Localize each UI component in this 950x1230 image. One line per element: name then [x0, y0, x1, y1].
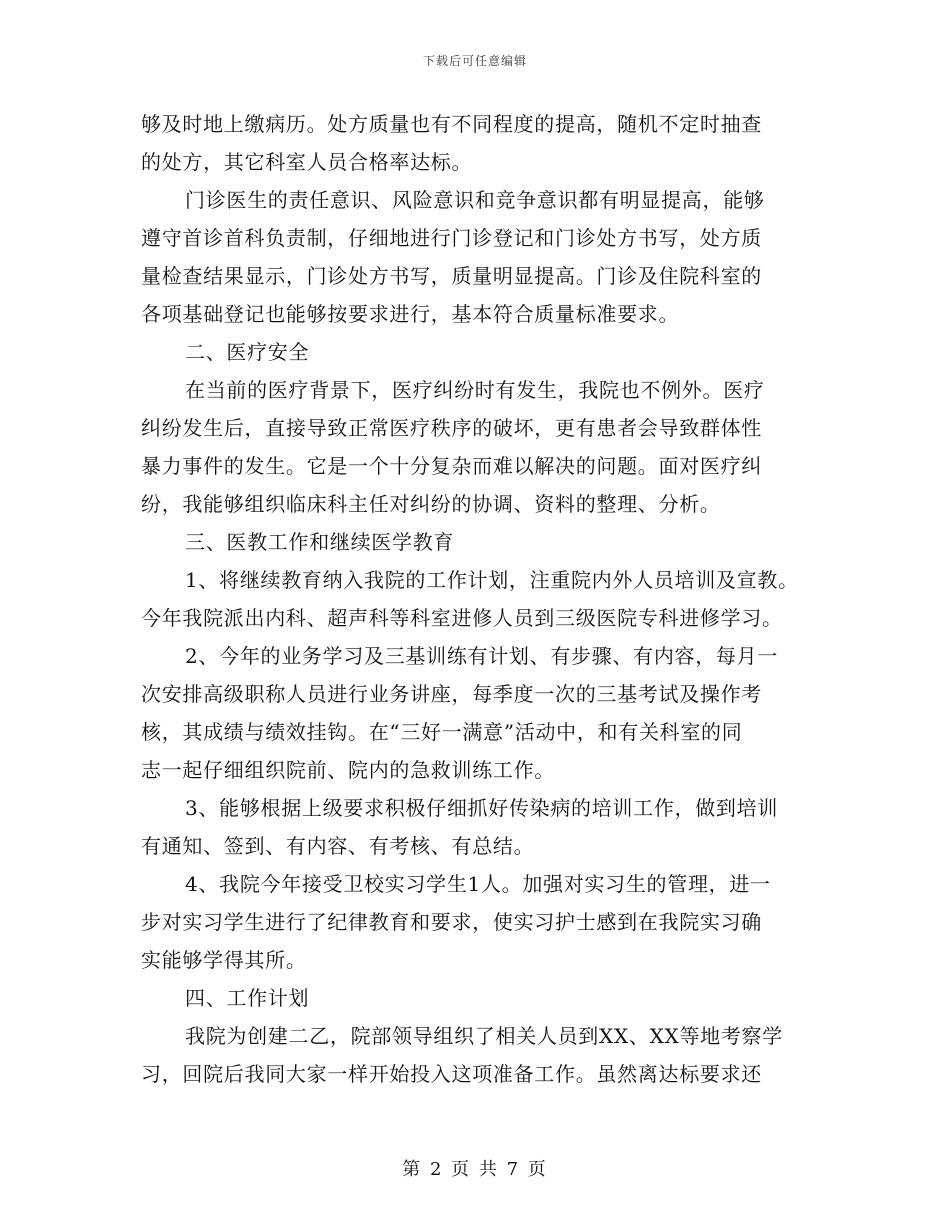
body-line: 2、今年的业务学习及三基训练有计划、有步骤、有内容，每月一 — [185, 644, 779, 668]
document-body — [141, 105, 821, 1093]
body-line: 次安排高级职称人员进行业务讲座，每季度一次的三基考试及操作考 — [141, 682, 762, 706]
body-line: 的处方，其它科室人员合格率达标。 — [141, 150, 473, 174]
page-header-note: 下载后可任意编辑 — [422, 54, 527, 68]
body-line: 暴力事件的发生。它是一个十分复杂而难以解决的问题。面对医疗纠 — [141, 454, 762, 478]
body-line: 1、将继续教育纳入我院的工作计划，注重院内外人员培训及宣教。 — [185, 568, 799, 592]
section-heading: 四、工作计划 — [185, 986, 310, 1010]
body-line: 志一起仔细组织院前、院内的急救训练工作。 — [141, 758, 555, 782]
body-line: 在当前的医疗背景下，医疗纠纷时有发生，我院也不例外。医疗 — [185, 378, 765, 402]
body-line: 量检查结果显示，门诊处方书写，质量明显提高。门诊及住院科室的 — [141, 264, 762, 288]
body-line: 习，回院后我同大家一样开始投入这项准备工作。虽然离达标要求还 — [141, 1062, 762, 1086]
body-line: 4、我院今年接受卫校实习学生1人。加强对实习生的管理，进一 — [185, 872, 771, 896]
body-line: 纷，我能够组织临床科主任对纠纷的协调、资料的整理、分析。 — [141, 492, 721, 516]
section-heading: 三、医教工作和继续医学教育 — [185, 530, 455, 554]
body-line: 核，其成绩与绩效挂钩。在“三好一满意”活动中，和有关科室的同 — [141, 720, 743, 744]
page-number-footer: 第 2 页 共 7 页 — [402, 1159, 548, 1180]
section-heading: 二、医疗安全 — [185, 340, 310, 364]
body-line: 遵守首诊首科负责制，仔细地进行门诊登记和门诊处方书写，处方质 — [141, 226, 762, 250]
body-line: 够及时地上缴病历。处方质量也有不同程度的提高，随机不定时抽查 — [141, 112, 762, 136]
body-line: 门诊医生的责任意识、风险意识和竞争意识都有明显提高，能够 — [185, 188, 765, 212]
body-line: 有通知、签到、有内容、有考核、有总结。 — [141, 834, 535, 858]
body-line: 纠纷发生后，直接导致正常医疗秩序的破坏，更有患者会导致群体性 — [141, 416, 762, 440]
body-line: 今年我院派出内科、超声科等科室进修人员到三级医院专科进修学习。 — [141, 606, 783, 630]
body-line: 步对实习学生进行了纪律教育和要求，使实习护士感到在我院实习确 — [141, 910, 762, 934]
body-line: 实能够学得其所。 — [141, 948, 307, 972]
body-line: 3、能够根据上级要求积极仔细抓好传染病的培训工作，做到培训 — [185, 796, 779, 820]
body-line: 各项基础登记也能够按要求进行，基本符合质量标准要求。 — [141, 302, 680, 326]
body-line: 我院为创建二乙，院部领导组织了相关人员到XX、XX等地考察学 — [185, 1024, 783, 1048]
